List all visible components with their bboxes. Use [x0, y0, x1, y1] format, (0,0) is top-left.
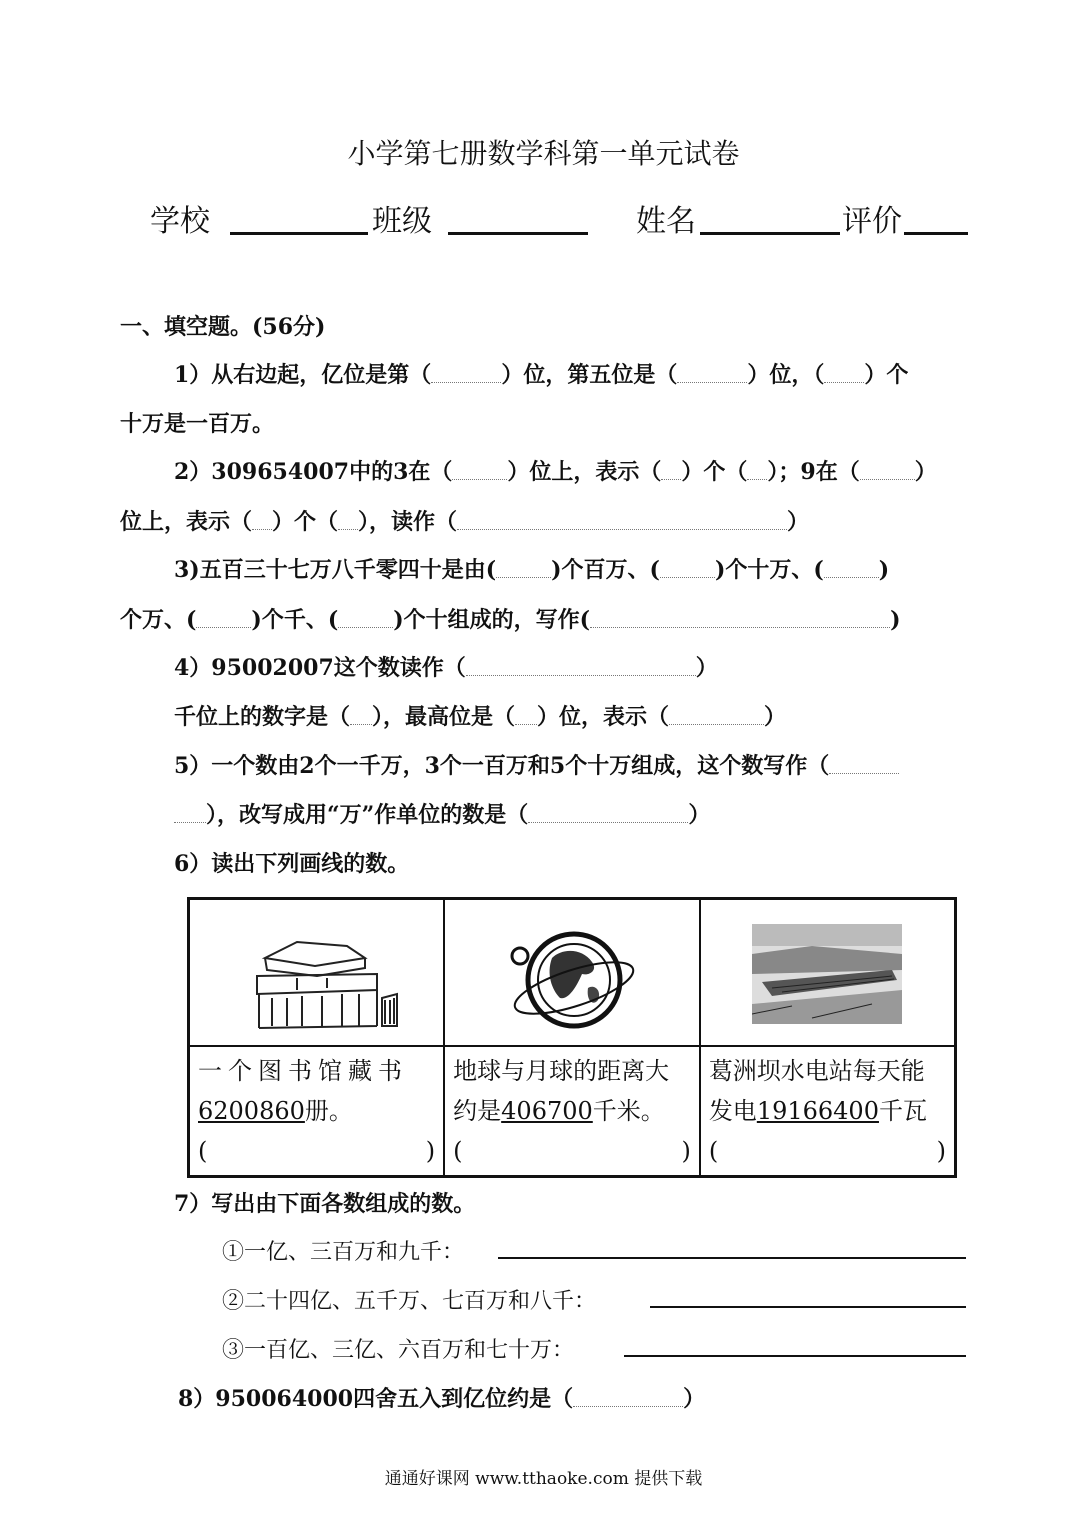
q3-text-c: )个十万、( [714, 557, 824, 583]
q4-text-e: ）位，表示（ [537, 704, 670, 730]
q1-text-a: 1）从右边起，亿位是第（ [174, 362, 432, 388]
question-5-line2 [174, 798, 710, 829]
q2-blank-5[interactable] [252, 517, 272, 530]
q5-text-a: 5）一个数由2个一千万，3个一百万和5个十万组成，这个数写作（ [174, 753, 830, 779]
q4-text-f: ） [764, 704, 787, 730]
paren-open: ( [708, 1137, 719, 1165]
library-answer[interactable] [198, 1131, 435, 1171]
q2-blank-6[interactable] [338, 517, 358, 530]
grade-label: 评价 [842, 204, 902, 239]
exam-title: 小学第七册数学科第一单元试卷 [347, 137, 740, 170]
earth-text-post: 千米。 [592, 1097, 665, 1125]
library-building-icon [227, 928, 407, 1038]
q2-text-c: ）个（ [681, 459, 748, 485]
q3-text-e: 个万、( [120, 607, 197, 633]
q1-blank-2[interactable] [677, 370, 747, 383]
library-text-pre: 一个图书馆藏书 [198, 1057, 408, 1085]
q7-answer-line-2[interactable] [650, 1306, 966, 1308]
q4-blank-2[interactable] [350, 712, 372, 725]
class-blank[interactable] [448, 232, 588, 235]
q2-text-i: ） [787, 509, 810, 535]
dam-text-pre: 葛洲坝水电站每天能发电 [708, 1057, 925, 1125]
dam-answer[interactable] [709, 1131, 946, 1171]
q5-text-b: ），改写成用“万”作单位的数是（ [206, 802, 529, 828]
q2-text-a: 2）309654007中的3在（ [174, 459, 453, 485]
q7-item-1: ①一亿、三百万和九千： [222, 1240, 465, 1265]
q2-blank-7[interactable] [457, 517, 787, 530]
earth-moon-icon [502, 918, 642, 1038]
question-1 [174, 358, 908, 389]
q2-text-g: ）个（ [272, 509, 339, 535]
q8-blank-1[interactable] [573, 1394, 683, 1407]
question-4 [174, 651, 718, 682]
q3-blank-4[interactable] [196, 615, 251, 628]
grade-blank[interactable] [904, 232, 968, 235]
paren-open: ( [453, 1137, 463, 1165]
school-blank[interactable] [230, 232, 368, 235]
q1-blank-1[interactable] [431, 370, 501, 383]
q5-blank-1a[interactable] [829, 761, 899, 774]
q3-text-g: )个十组成的，写作( [393, 607, 591, 633]
q1-text-c: ）位，（ [747, 362, 825, 388]
question-5 [174, 749, 899, 780]
dam-text-post: 千瓦 [878, 1097, 927, 1125]
name-label: 姓名 [636, 204, 696, 239]
paren-open: ( [198, 1137, 208, 1165]
q7-item-3: ③一百亿、三亿、六百万和七十万： [222, 1338, 575, 1363]
earth-number: 406700 [501, 1097, 593, 1125]
q5-text-c: ） [688, 802, 711, 828]
q8-text-b: ） [683, 1386, 706, 1412]
earth-answer[interactable] [453, 1131, 691, 1171]
question-6: 6）读出下列画线的数。 [174, 851, 410, 877]
q4-text-b: ） [695, 655, 718, 681]
earth-picture-cell [444, 899, 700, 1047]
reading-table [187, 897, 957, 1178]
q3-blank-6[interactable] [590, 615, 890, 628]
library-text-cell [189, 1046, 445, 1177]
earth-text-cell [444, 1046, 700, 1177]
q3-blank-5[interactable] [338, 615, 393, 628]
q1-line2: 十万是一百万。 [120, 411, 275, 437]
q7-answer-line-3[interactable] [624, 1355, 966, 1357]
question-2-line2 [120, 505, 809, 536]
dam-text-cell [700, 1046, 956, 1177]
class-label: 班级 [372, 204, 432, 239]
q4-text-d: ），最高位是（ [372, 704, 516, 730]
q2-blank-1[interactable] [452, 467, 507, 480]
q2-text-h: ），读作（ [358, 509, 458, 535]
library-picture-cell [189, 899, 445, 1047]
question-3-line2 [120, 603, 901, 634]
question-7: 7）写出由下面各数组成的数。 [174, 1191, 476, 1217]
q1-text-d: ）个 [864, 362, 909, 388]
q2-text-d: ）；9在（ [767, 459, 860, 485]
q4-blank-4[interactable] [669, 712, 764, 725]
q3-blank-2[interactable] [660, 565, 715, 578]
q3-text-a: 3)五百三十七万八千零四十是由( [174, 557, 497, 583]
q2-blank-4[interactable] [860, 467, 915, 480]
q3-text-f: )个千、( [251, 607, 339, 633]
dam-picture-cell [700, 899, 956, 1047]
q4-text-a: 4）95002007这个数读作（ [174, 655, 466, 681]
q7-answer-line-1[interactable] [498, 1257, 966, 1259]
dam-number: 19166400 [756, 1097, 879, 1125]
name-blank[interactable] [700, 232, 840, 235]
q4-blank-3[interactable] [515, 712, 537, 725]
paren-close: ) [425, 1137, 436, 1165]
footer-credit: 通通好课网 www.tthaoke.com 提供下载 [384, 1469, 703, 1489]
q3-text-d: ) [878, 557, 890, 583]
q2-blank-3[interactable] [747, 467, 767, 480]
q5-blank-1b[interactable] [174, 810, 206, 823]
q5-blank-2[interactable] [528, 810, 688, 823]
q1-blank-3[interactable] [824, 370, 864, 383]
q3-blank-1[interactable] [496, 565, 551, 578]
question-8 [178, 1382, 705, 1413]
q7-item-2: ②二十四亿、五千万、七百万和八千： [222, 1289, 597, 1314]
q3-blank-3[interactable] [824, 565, 879, 578]
library-text-post: 册。 [304, 1097, 353, 1125]
dam-landscape-icon [752, 924, 902, 1024]
q3-text-h: ) [890, 607, 901, 633]
paren-close: ) [681, 1137, 691, 1165]
question-3 [174, 553, 889, 584]
q2-blank-2[interactable] [661, 467, 681, 480]
earth-text-pre: 地球与月球的距离大约是 [453, 1057, 670, 1125]
q2-text-e: ） [914, 459, 937, 485]
q8-text-a: 8）950064000四舍五入到亿位约是（ [178, 1386, 574, 1412]
question-4-line2 [174, 700, 786, 731]
q2-text-f: 位上，表示（ [120, 509, 253, 535]
library-number: 6200860 [198, 1097, 305, 1125]
q2-text-b: ）位上，表示（ [507, 459, 662, 485]
section-heading: 一、填空题。(56分) [120, 314, 326, 340]
q4-text-c: 千位上的数字是（ [174, 704, 351, 730]
school-label: 学校 [150, 204, 210, 239]
q1-text-b: ）位，第五位是（ [501, 362, 678, 388]
question-2 [174, 455, 937, 486]
q4-blank-1[interactable] [466, 663, 696, 676]
paren-close: ) [936, 1137, 946, 1165]
q3-text-b: )个百万、( [551, 557, 660, 583]
